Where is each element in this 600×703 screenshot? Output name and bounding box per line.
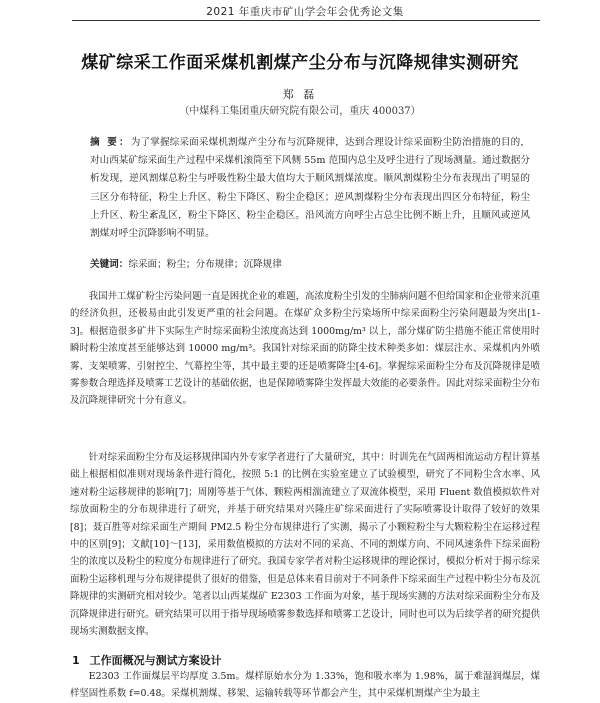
keywords-text: 综采面；粉尘；分布规律；沉降规律 (128, 259, 282, 270)
abstract-label: 摘 要： (90, 137, 131, 148)
author-name: 郑 磊 (282, 88, 318, 101)
section-number: 1 (72, 654, 80, 667)
body-paragraph-2: 针对综采面粉尘分布及运移规律国内外专家学者进行了大量研究，其中：时训先在气固两相流运动方程计算基础上根据相似准则对现场条件进行简化，按照 5:1 的比例在实验室建立了试验模型，研究了不同粉尘含水率、风速对粉尘运移规律的影响[7]；周刚等基于气体、颗粒两相湍流建立了双流体模型，采用 Fluent 数值模拟软件对综放面粉尘的分布规律进行了研究，并基于研究结果对兴隆庄矿综采面进行了实际喷雾设计取得了较好的效果[8]；聂百胜等对综采面生产期间 PM2.5 粉尘分布规律进行了实测，揭示了小颗粒粉尘与大颗粒粉尘在运移过程中的区别[9]；文献[10]～[13]，采用数值模拟的方法对不同的采高、不同的割煤方向、不同风速条件下综采面粉尘的浓度以及粉尘的粒度分布规律进行了研究。我国专家学者对粉尘运移规律的理论探讨，模拟分析对于揭示综采面粉尘运移机理与分布规律提供了很好的借鉴，但是总体来看目前对于不同条件下综采面生产过程中粉尘分布及沉降规律的实测研究相对较少。笔者以山西某煤矿 E2303 工作面为对象，基于现场实测的方法对综采面粉尘分布及沉降规律进行研究。研究结果可以用于指导现场喷雾参数选择和喷雾工艺设计，同时也可以为后续学者的研究提供现场实测数据支撑。 (70, 452, 540, 638)
header-rule (72, 20, 540, 21)
section-heading (72, 652, 222, 668)
keywords (90, 257, 530, 273)
keywords-label: 关键词： (90, 259, 129, 270)
abstract (90, 134, 530, 243)
body-paragraph-3: E2303 工作面煤层平均厚度 3.5m。煤样原始水分为 1.33%，饱和吸水率为 1.98%，属于难湿润煤层，煤样坚固性系数 f=0.48。采煤机割煤、移架、运输转载等环节都会产生，其中采煤机割煤产尘为最主 (70, 671, 540, 700)
abstract-text: 为了掌握综采面采煤机割煤产尘分布与沉降规律，达到合理设计综采面粉尘防治措施的目的，对山西某矿综采面生产过程中采煤机滚筒至下风侧 55m 范围内总尘及呼尘进行了现场测量。通过数据分析发现，逆风割煤总粉尘与呼吸性粉尘最大值均大于顺风割煤浓度。顺风割煤粉尘分布表现出了明显的三区分布特征，粉尘上升区、粉尘下降区、粉尘企稳区；逆风割煤粉尘分布表现出四区分布特征，粉尘上升区、粉尘紊乱区，粉尘下降区、粉尘企稳区。沿风流方向呼尘占总尘比例不断上升，且顺风或逆风割煤对呼尘沉降影响不明显。 (90, 137, 530, 240)
section-title: 工作面概况与测试方案设计 (89, 654, 222, 667)
running-header: 2021 年重庆市矿山学会年会优秀论文集 (206, 6, 404, 18)
author-affiliation: （中煤科工集团重庆研究院有限公司，重庆 400037） (179, 106, 421, 117)
paper-title: 煤矿综采工作面采煤机割煤产尘分布与沉降规律实测研究 (81, 53, 519, 73)
body-paragraph-1: 我国井工煤矿粉尘污染问题一直是困扰企业的难题，高浓度粉尘引发的尘肺病问题不但给国家和企业带来沉重的经济负担，还极易由此引发更严重的社会问题。在煤矿众多粉尘污染场所中综采面粉尘污染问题最为突出[1-3]。根据造很多矿井下实际生产时综采面粉尘浓度高达到 1000mg/m³ 以上，部分煤矿防尘措施不能正常使用时瞬时粉尘浓度甚至能够达到 10000 mg/m³。我国针对综采面的防降尘技术种类多如：煤层注水、采煤机内外喷雾、支架喷雾、引射控尘、气幕控尘等，其中最主要的还是喷雾降尘[4-6]。掌握综采面粉尘分布及沉降规律是喷雾参数合理选择及喷雾工艺设计的基础依据，也是保障喷雾降尘发挥最大效能的必要条件。因此对综采面粉尘分布及沉降规律研究十分有意义。 (70, 291, 540, 407)
